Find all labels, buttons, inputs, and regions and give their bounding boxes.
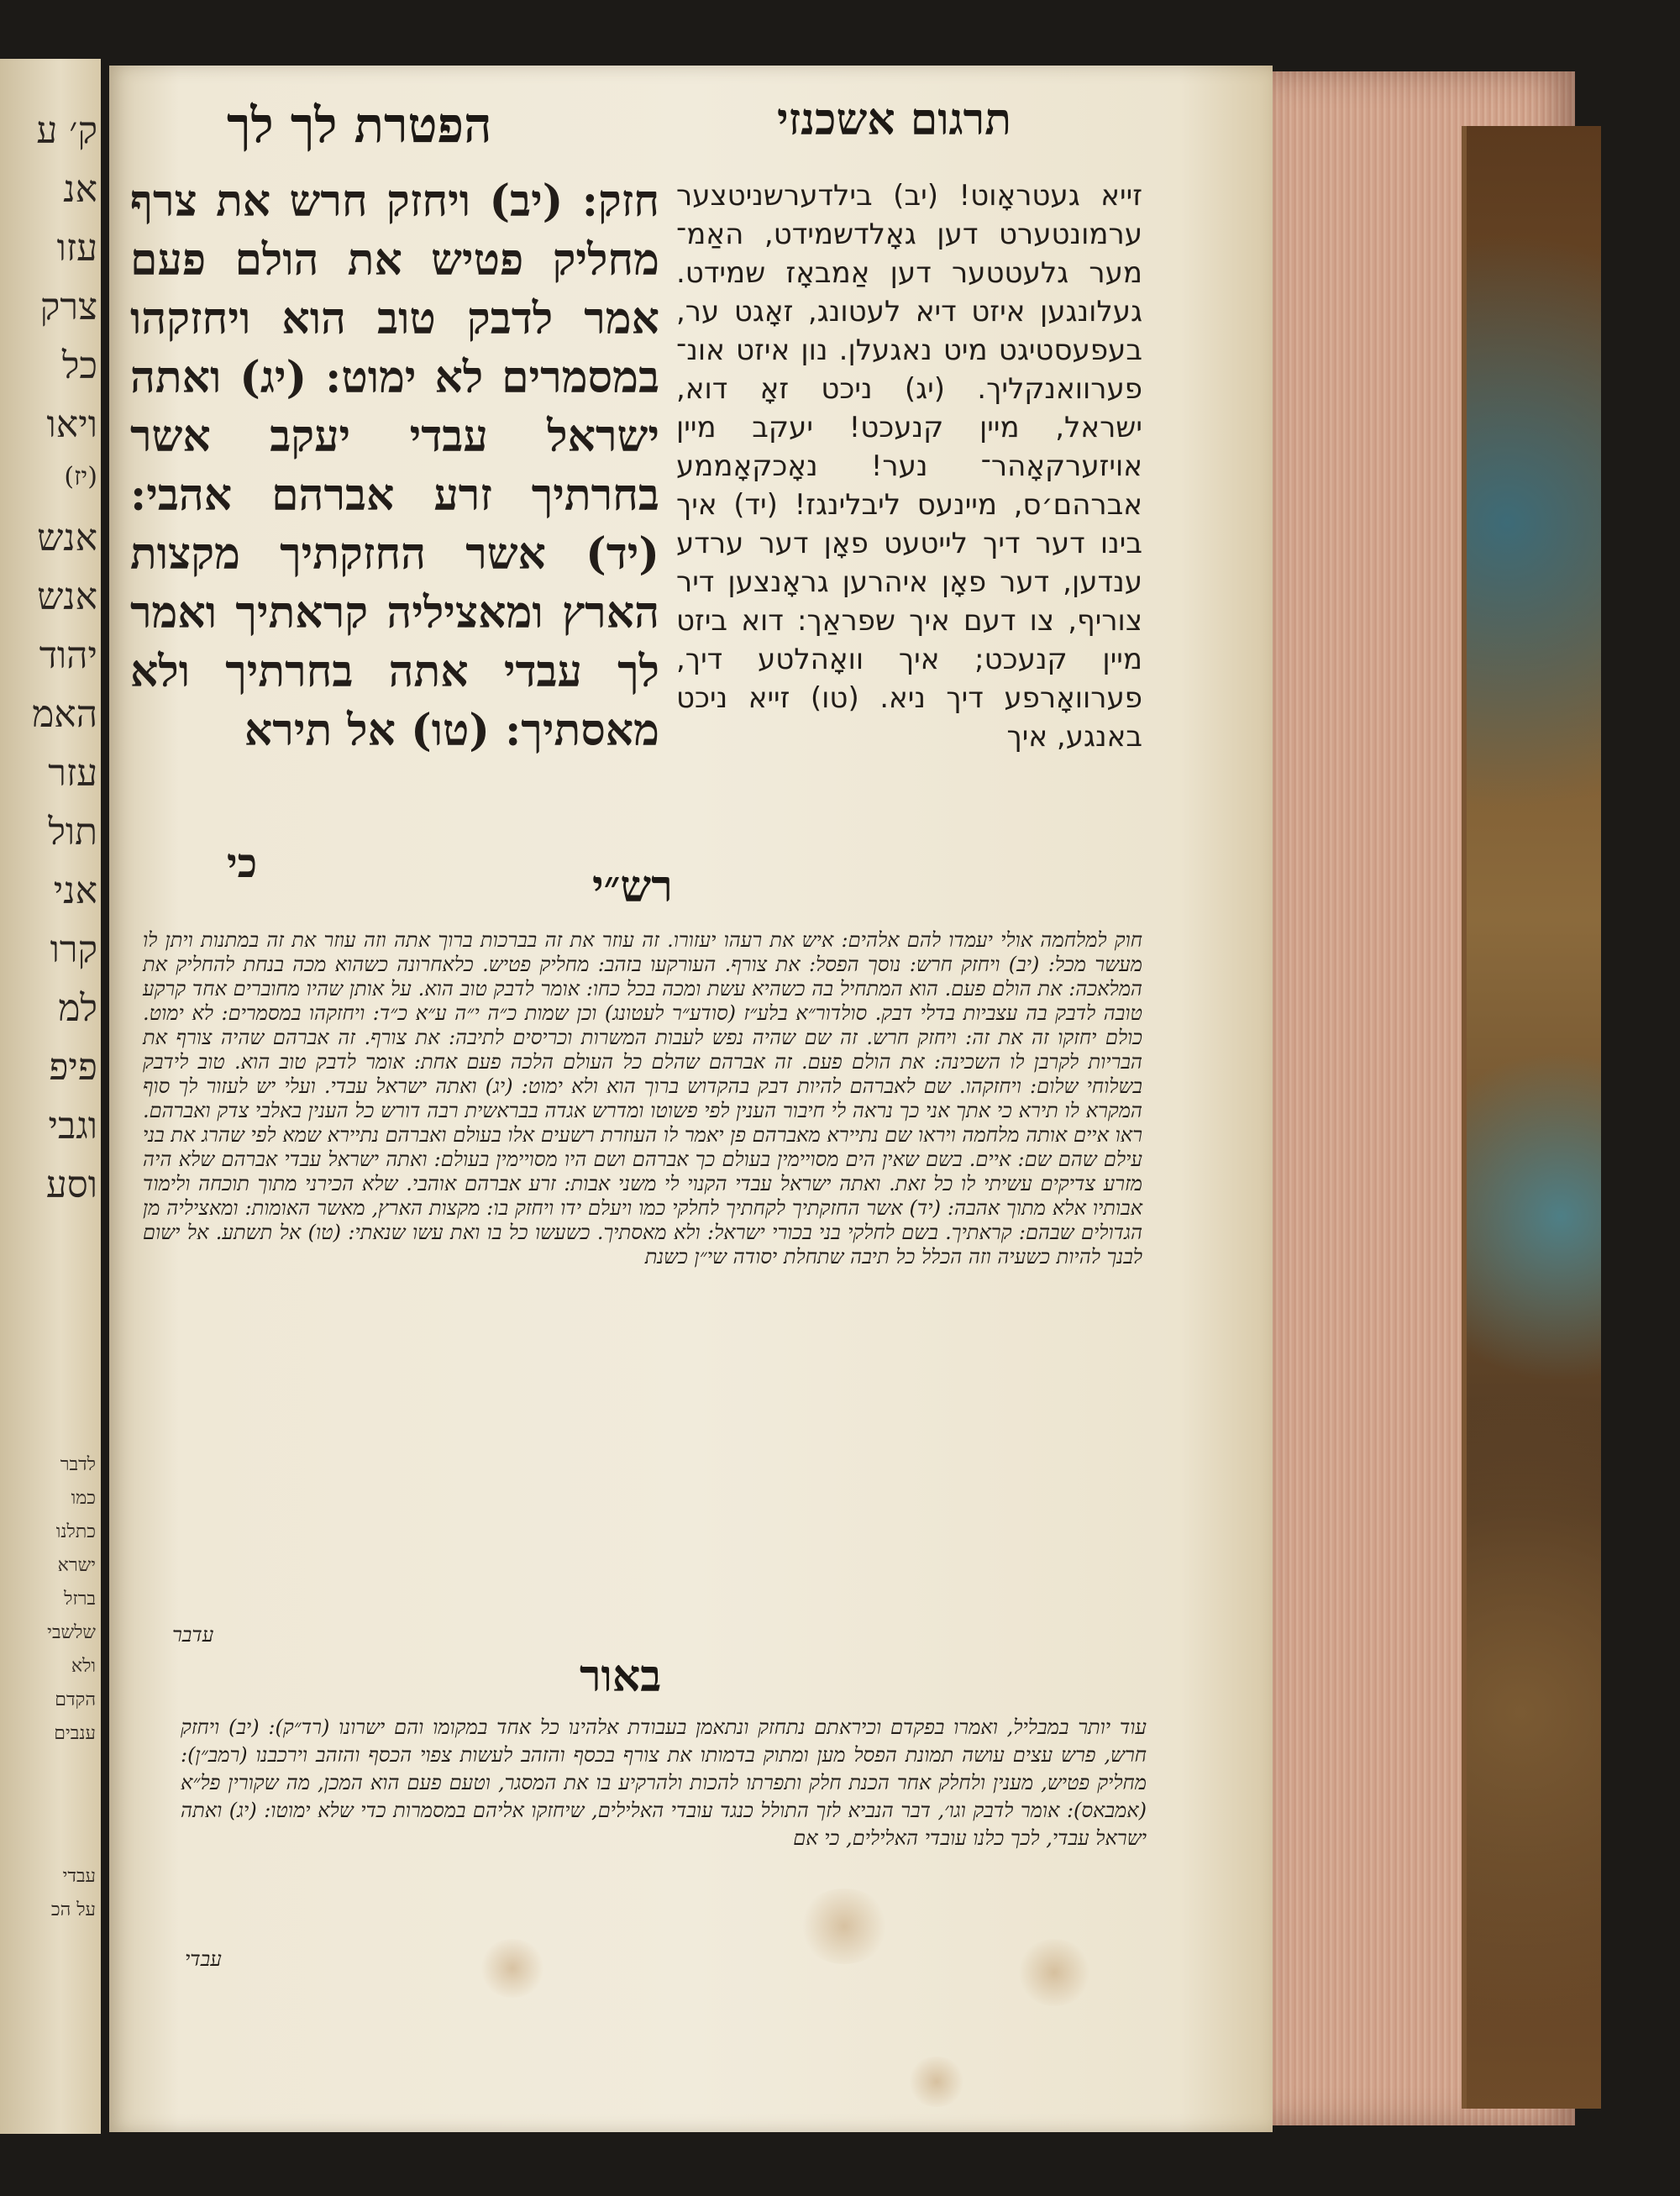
left-page-line: כל [61, 344, 97, 387]
left-page-note: שלשבי [47, 1622, 96, 1643]
left-page-fragment [0, 59, 101, 2134]
haftarah-hebrew-text: חזק: (יב) ויחזק חרש את צרף מחליק פטיש את הולם פעם אמר לדבק טוב הוא ויחזקהו במסמרים לא ימוט: (יג) ואתה ישראל עבדי יעקב אשר בחרתיך זרע אברהם אהבי: (יד) אשר החזקתיך מקצות הארץ ומאציליה קראתיך ואמר לך עבדי אתה בחרתיך ולא מאסתיך: (טו) אל תירא [130, 176, 659, 756]
stain [907, 2057, 966, 2107]
left-page-note: ישרא [57, 1555, 96, 1576]
left-page-line: אנש [37, 575, 97, 618]
left-page-line: (יז) [64, 462, 97, 491]
left-page-line: עזו [56, 227, 97, 270]
stain [1016, 1939, 1092, 2006]
left-page-line: אני [53, 869, 97, 912]
left-page-line: האמ [32, 693, 97, 736]
left-page-line: וסע [45, 1164, 97, 1206]
rashi-heading: רש״י [592, 861, 673, 912]
left-page-line: צרק [39, 286, 97, 328]
left-page-line: עזר [48, 752, 97, 795]
biur-heading: באור [580, 1651, 662, 1702]
left-page-line: פיפ [49, 1046, 97, 1089]
left-page-note: ברזל [64, 1589, 96, 1610]
left-page-line: קרו [50, 928, 97, 971]
left-page-line: ק׳ ע [36, 109, 97, 152]
running-head-right: תרגום אשכנזי [777, 94, 1011, 145]
left-page-note: עבדי [62, 1866, 96, 1887]
left-page-note: ענבים [54, 1723, 96, 1744]
left-page-note: הקדם [55, 1689, 96, 1710]
marbled-cover [1462, 126, 1601, 2109]
running-head-left: הפטרת לך לך [227, 97, 492, 154]
biur-catchword: עבדי [185, 1947, 222, 1971]
left-page-line: אנ [63, 168, 97, 211]
left-page-line: תול [48, 811, 97, 854]
left-page-note: כמו [71, 1488, 96, 1509]
biur-commentary: עוד יותר במבליל, ואמרו בפקדם וכיראתם נתחזק ונתאמן בעבודת אלהינו כל אחד במקומו והם ישרונו (רד״ק): (יב) ויחזק חרש, פרש עצים עושה תמונת הפסל מען ומתוק בדמותו את צורף בכסף והזהב לעשות צפוי הכסף והזהב וירכבנו (רמב״ן): מחליק פטיש, מענין ולחלק אחר הכנת חלק ותפרתו להכות ולהרקיע בו את המסגר, וטעם פעם הוא המכן, מה שקורין פל״א (אמבאס): אומר לדבק וגו׳, דבר הנביא לזך התולל כנגד עובדי האלילים, שיחזקו אליהם במסמרות כדי שלא ימוטו: (יג) ואתה ישראל עבדי, לכך כלנו עובדי האלילים, כי אם [181, 1715, 1147, 1850]
left-page-note: לדבר [60, 1454, 96, 1475]
left-page-line: ויאו [46, 403, 97, 446]
left-page-note: כתלנו [55, 1521, 96, 1542]
hebrew-catchword: כי [227, 840, 258, 887]
left-page-line: למ [58, 987, 97, 1030]
rashi-catchword: עדבר [172, 1623, 214, 1647]
left-page-line: יהוד [39, 634, 97, 677]
targum-translation-text: זייא געטראָוט! (יב) בילדערשניטצער ערמונטערט דען גאָלדשמידט, האַמ־ מער גלעטטער דען אַמבאָז שמידט. געלונגען איזט דיא לעטונג, זאָגט ער, בעפעסטיגט מיט נאגעלן. נון איזט אונ־ פערוואנקליך. (יג) ניכט זאָ דוא, ישראל, מיין קנעכט! יעקב מיין אויזערקאָהר־ נער! נאָכקאָממע אברהם׳ס, מיינעס ליבלינגז! (יד) איך בינו דער דיך לייטעט פאָן דער ערדע ענדען, דער פאָן איהרען גראָנצען דיר צוריף, צו דעם איך שפראַך: דוא ביזט מיין קנעכט; איך וואָהלטע דיך, פערוואָרפע דיך ניא. (טו) זייא ניכט באנגע, איך [676, 179, 1142, 754]
stain [479, 1939, 546, 1998]
left-page-line: וגבי [48, 1105, 97, 1148]
left-page-line: אנש [37, 517, 97, 560]
rashi-commentary: חוק למלחמה אולי יעמדו להם אלהים: איש את רעהו יעזורו. זה עוזר את זה בברכות ברוך אתה וזה עוזר את זה במתנות ויתן לו מעשר מכל: (יב) ויחזק חרש: נוסך הפסל: את צורף. העורקעו בזהב: מחליק פטיש. כלאחרונה כשהוא מכה בנחת להחליק את המלאכה: את הולם פעם. הוא המתחיל בה כשהיא עשת ומכה בכל כחו: אומר לדבק טוב הוא. על אותן שהיו מחוברים אחד קרקע טובה לדבק בה עצביות בדלי דבק. סולדור״א בלע״ז (סודע״ר לעטונג) וכן שמות כ״ה י״ה ע״א כ״ד: ויחזקהו במסמרים: לא ימוט. כולם יחזקו זה את זה: ויחזק חרש. זה שם שהיה נפש לעבות המשרות וכריסים לתיבה: את צורף. זה אברהם שהיה צורף את הבריות לקרבן לו השכינה: את הולם פעם. זה אברהם שהלם כל העולם הלכה פעם אחת: אומר לדבק טוב הוא. טוב לידבק בשלוחי שלום: ויחזקהו. שם לאברהם להיות דבק בהקדוש ברוך הוא ולא ימוט: (יג) ואתה ישראל עבדי. ועלי יש לעזור לך סוף המקרא לו תירא כי אתך אני כך נראה לי חיבור הענין לפי פשוטו ומדרש אגדה בבראשית רבה דורש כל הענין באלבי צדק ואברהם. ראו איים אותה מלחמה ויראו שם נתיירא מאברהם פן יאמר לו העוזרת רשעים אלו בעולם ואברהם נתיירא שמא לפי שהרג את בני עילם שהם שם: איים. בשם שאין הים מסויימין בעולם כך אברהם ושם היו מסויימין בעולם: ואתה ישראל עבדי אברהם שלא היה מזרע צדיקים עשיתי לו כל זאת. ואתה ישראל עבדי הקנוי לי משני אבות: זרע אברהם אוהבי. שלא הכירני מתוך תוכחה ולימוד אבותיו אלא מתוך אהבה: (יד) אשר החזקתיך לקחתיך לחלקי כמו ויעלם ידו ויחזק בו: מקצות הארץ, מאשר האומות: ומאציליה מן הגדולים שבהם: קראתיך. בשם לחלקי בני בכורי ישראל: ולא מאסתיך. כשעשו כל בו ואת עשו שנאתי: (טו) אל תשתע. אל ישום לבנך להיות כשעיה וזה הכלל כל תיבה שתחלת יסודה שי״ן כשנת [143, 928, 1143, 1269]
left-page-note: על הכ [50, 1899, 96, 1920]
left-page-note: ולא [71, 1656, 96, 1677]
